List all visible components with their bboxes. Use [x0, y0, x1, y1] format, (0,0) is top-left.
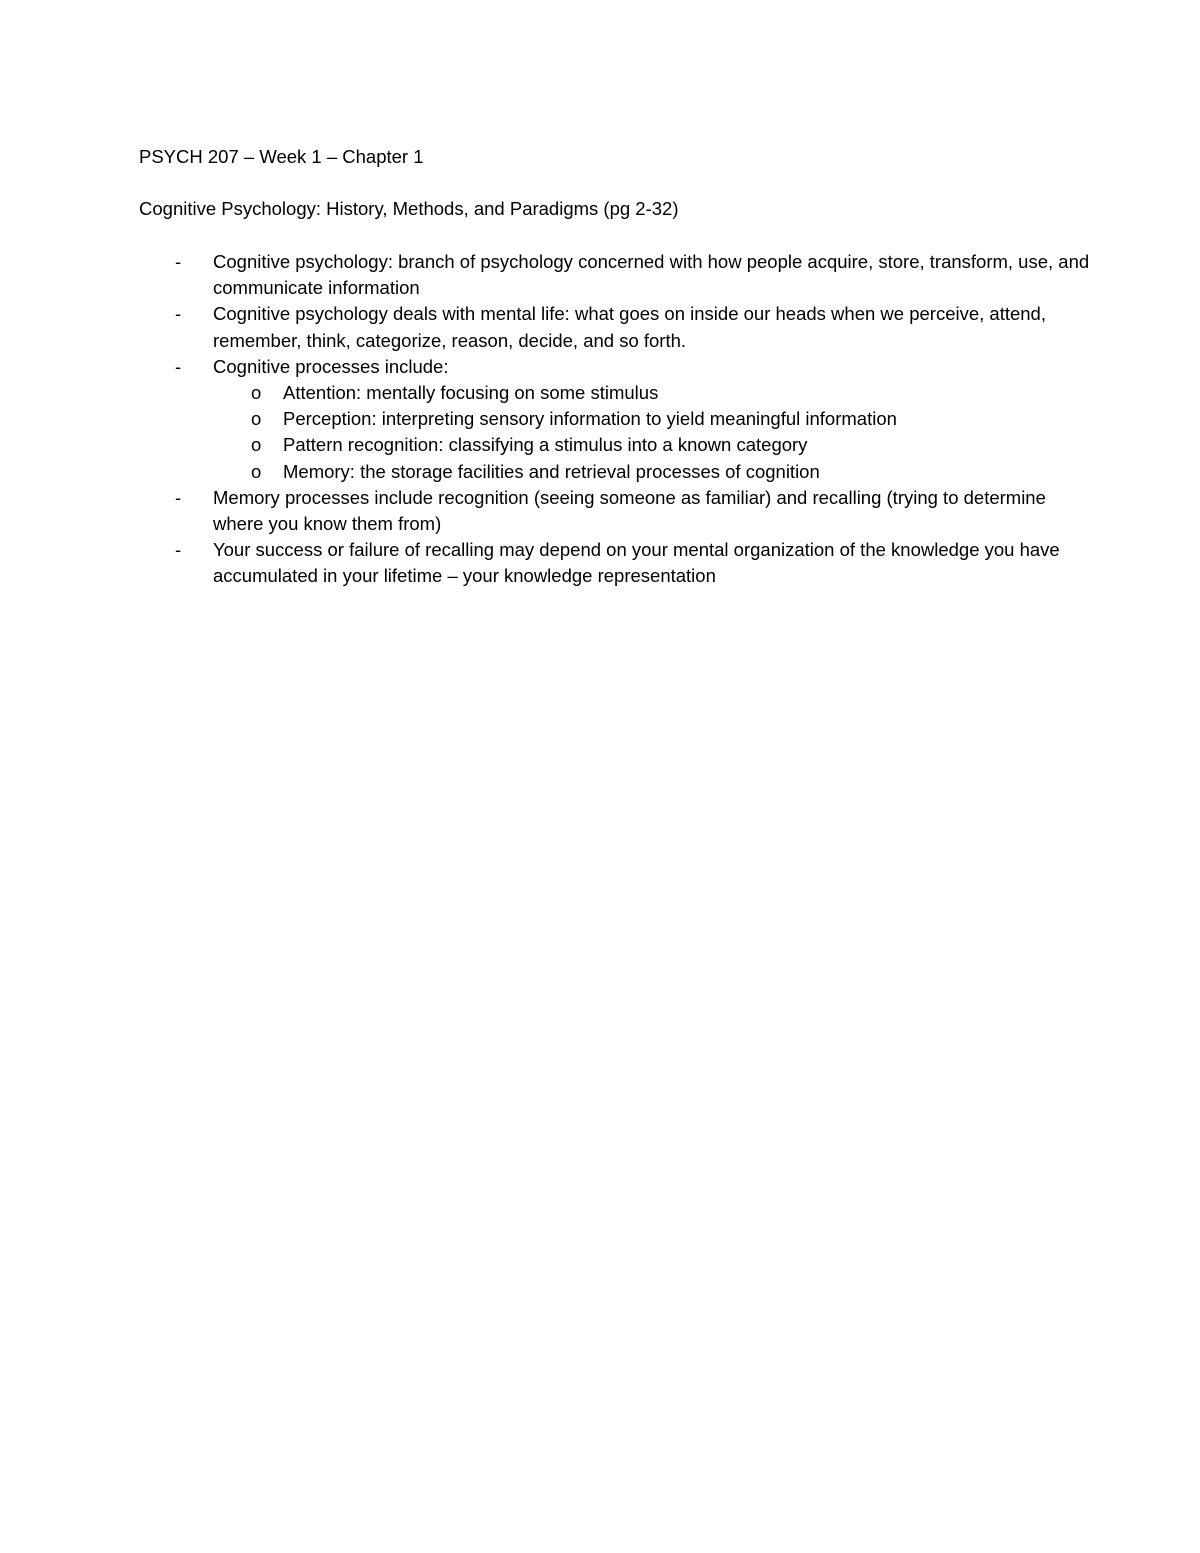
list-item-text: Your success or failure of recalling may depend on your mental organization of the knowledge you have accumulated in your lifetime – your knowledge representation	[213, 539, 1060, 587]
sub-list-item	[213, 380, 1099, 406]
list-item-text: Memory processes include recognition (seeing someone as familiar) and recalling (trying to determine where you know them from)	[213, 486, 1046, 535]
list-item-text: Cognitive psychology: branch of psychology concerned with how people acquire, store, transform, use, and communicate information	[213, 251, 1090, 299]
circle-bullet-icon: o	[251, 460, 262, 482]
circle-bullet-icon: o	[251, 408, 262, 430]
document-header: PSYCH 207 – Week 1 – Chapter 1	[139, 146, 424, 167]
sub-list-item	[213, 459, 1099, 485]
sub-list-item-text: Perception: interpreting sensory information to yield meaningful information	[283, 408, 897, 430]
sub-list	[213, 380, 1099, 485]
dash-bullet-icon: -	[175, 486, 182, 508]
list-item	[139, 249, 1099, 301]
dash-bullet-icon: -	[175, 539, 182, 561]
list-item-text: Cognitive processes include:	[213, 355, 449, 377]
sub-list-item-text: Pattern recognition: classifying a stimulus into a known category	[283, 434, 808, 456]
list-item-text: Cognitive psychology deals with mental life: what goes on inside our heads when we perceive, attend, remember, think, categorize, reason, decide, and so forth.	[213, 303, 1046, 351]
dash-bullet-icon: -	[175, 355, 182, 377]
dash-bullet-icon: -	[175, 303, 182, 325]
list-item	[139, 537, 1099, 589]
circle-bullet-icon: o	[251, 434, 262, 456]
sub-list-item-text: Attention: mentally focusing on some stimulus	[283, 382, 659, 404]
sub-list-item-text: Memory: the storage facilities and retrieval processes of cognition	[283, 460, 820, 482]
list-item	[139, 485, 1099, 537]
section-title: Cognitive Psychology: History, Methods, and Paradigms (pg 2-32)	[139, 198, 679, 219]
dash-bullet-icon: -	[175, 251, 182, 272]
circle-bullet-icon: o	[251, 382, 262, 404]
list-item	[139, 354, 1099, 485]
bullet-list	[139, 249, 1099, 590]
sub-list-item	[213, 406, 1099, 432]
sub-list-item	[213, 432, 1099, 458]
list-item	[139, 301, 1099, 353]
